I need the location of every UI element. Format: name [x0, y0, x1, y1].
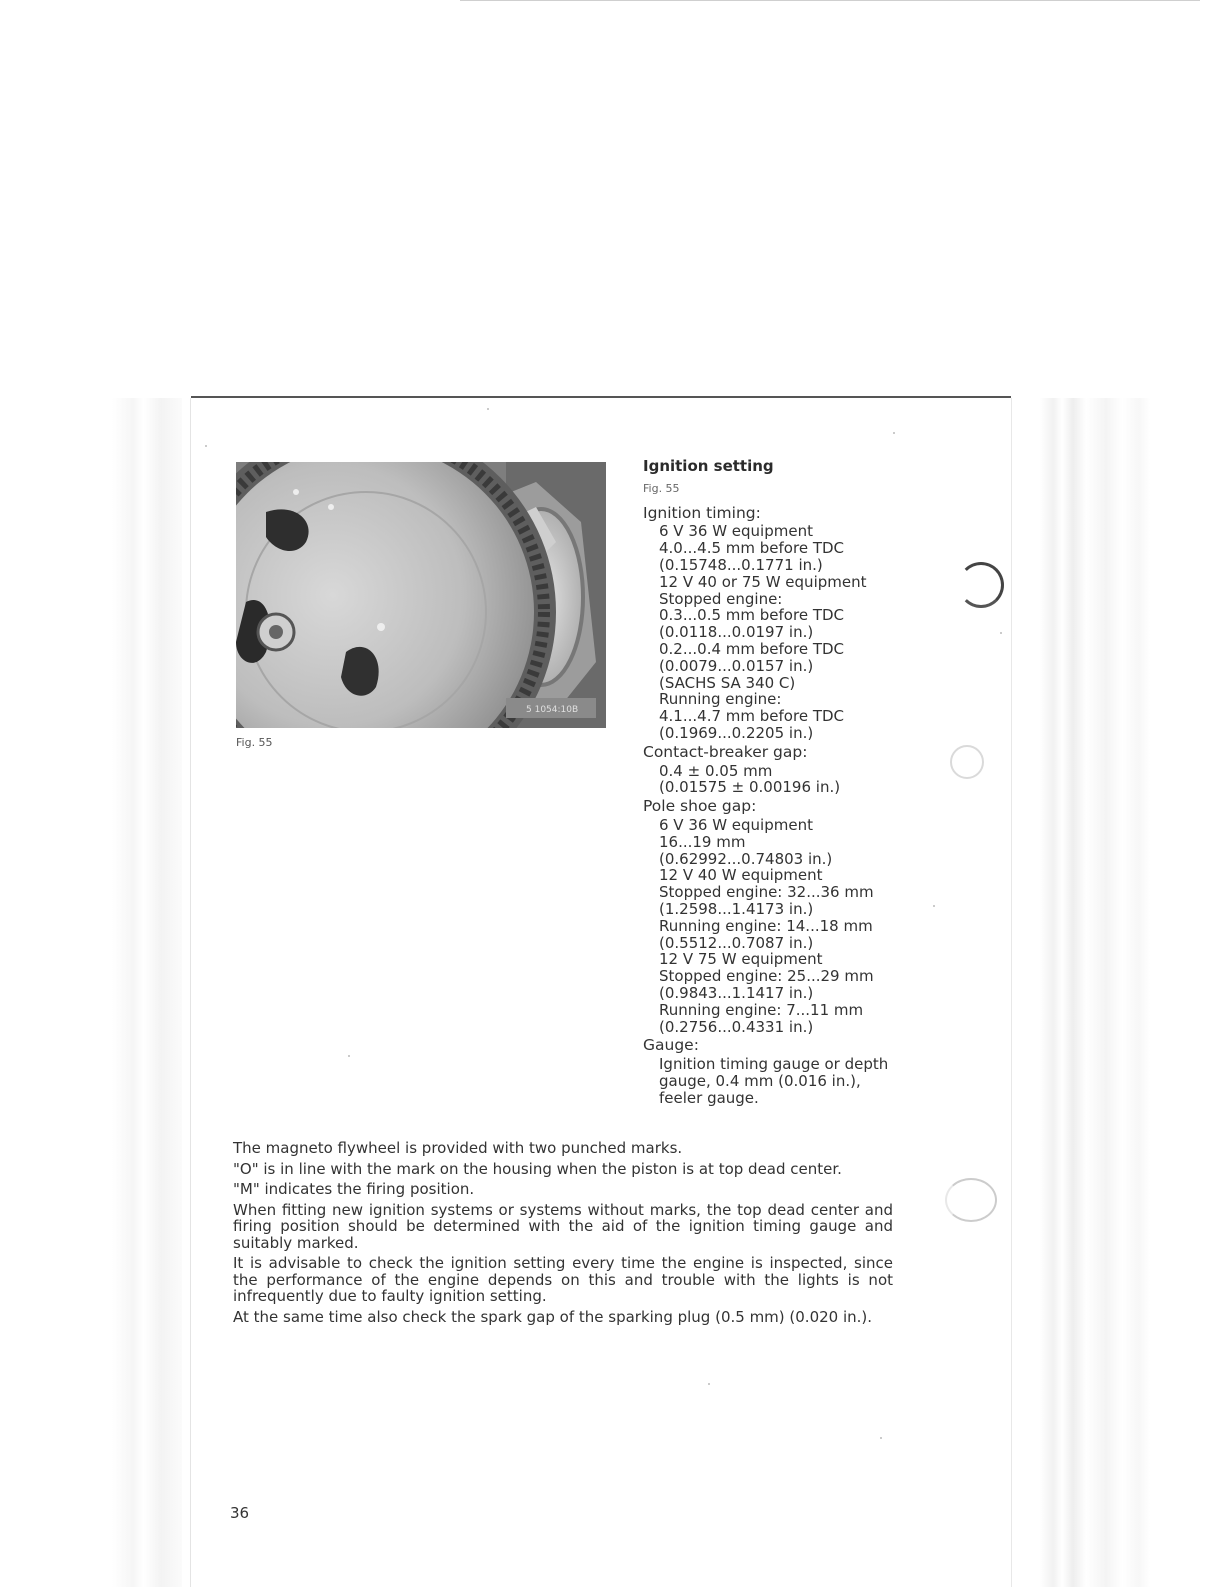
spec-line: gauge, 0.4 mm (0.016 in.), [659, 1071, 861, 1090]
binder-hole-mark [950, 745, 984, 779]
figure-reference: Fig. 55 [643, 481, 680, 495]
spec-heading: Pole shoe gap: [643, 797, 757, 816]
spec-line: 4.0...4.5 mm before TDC [659, 539, 845, 558]
spec-line: (0.0079...0.0157 in.) [659, 656, 814, 675]
spec-line: (0.0118...0.0197 in.) [659, 623, 814, 642]
spec-line: (0.1969...0.2205 in.) [659, 723, 814, 742]
spec-line: Running engine: 14...18 mm [659, 916, 873, 935]
spec-section-ignition-timing [643, 505, 943, 742]
spec-line: (0.2756...0.4331 in.) [659, 1017, 814, 1036]
spec-section-gauge [643, 1037, 943, 1106]
spec-line: Ignition timing gauge or depth [659, 1055, 889, 1074]
spec-line: (0.62992...0.74803 in.) [659, 849, 833, 868]
spec-line: (0.15748...0.1771 in.) [659, 555, 823, 574]
scan-speck [348, 1055, 350, 1057]
scan-speck [708, 1383, 710, 1385]
spec-line: 6 V 36 W equipment [659, 522, 813, 541]
spec-line: (1.2598...1.4173 in.) [659, 899, 814, 918]
section-title: Ignition setting [643, 457, 774, 475]
spec-heading: Contact-breaker gap: [643, 742, 808, 761]
spec-line: (0.9843...1.1417 in.) [659, 983, 814, 1002]
spec-line: Stopped engine: 25...29 mm [659, 967, 874, 986]
spec-line: 12 V 75 W equipment [659, 950, 823, 969]
body-paragraph: The magneto flywheel is provided with two punched marks. [233, 1139, 683, 1157]
scan-speck [880, 1437, 882, 1439]
spec-line: (0.01575 ± 0.00196 in.) [659, 778, 841, 797]
spec-line: 0.3...0.5 mm before TDC [659, 606, 845, 625]
page-left-edge [190, 398, 191, 1587]
scan-speck [205, 445, 207, 447]
spec-section-contact-breaker-gap [643, 744, 943, 796]
body-paragraph: "M" indicates the firing position. [233, 1180, 475, 1198]
body-paragraph: When fitting new ignition systems or systems without marks, the top dead center and firing position should be determined with the aid of the ignition timing gauge and suitably marked. [233, 1200, 893, 1252]
spec-line: 12 V 40 or 75 W equipment [659, 572, 867, 591]
page-right-edge [1011, 398, 1012, 1587]
spec-line: Running engine: 7...11 mm [659, 1000, 864, 1019]
spec-column [643, 458, 943, 1106]
spec-line: Stopped engine: [659, 589, 783, 608]
spec-line: (0.5512...0.7087 in.) [659, 933, 814, 952]
binder-hole-mark [958, 562, 1004, 608]
scan-speck [487, 408, 489, 410]
binder-hole-mark [945, 1178, 997, 1222]
body-text [233, 1140, 893, 1329]
body-paragraph: It is advisable to check the ignition setting every time the engine is inspected, since the performance of the engine depends on this and trouble with the lights is not infrequently due to faulty ignition setting. [233, 1254, 893, 1305]
spec-line: 6 V 36 W equipment [659, 815, 813, 834]
spec-line: feeler gauge. [659, 1088, 759, 1107]
spec-line: 12 V 40 W equipment [659, 866, 823, 885]
figure-caption: Fig. 55 [236, 736, 273, 749]
spec-line: 4.1...4.7 mm before TDC [659, 707, 845, 726]
spec-line: 16...19 mm [659, 832, 746, 851]
scan-speck [1000, 632, 1002, 634]
spec-line: Running engine: [659, 690, 782, 709]
spec-heading: Ignition timing: [643, 503, 761, 522]
spec-line: Stopped engine: 32...36 mm [659, 883, 874, 902]
scan-top-line [460, 0, 1200, 1]
photo-reference-label: 5 1054:10B [526, 705, 579, 715]
spec-line: 0.2...0.4 mm before TDC [659, 639, 845, 658]
spec-line: 0.4 ± 0.05 mm [659, 761, 773, 780]
flywheel-photo [236, 462, 606, 728]
body-paragraph: At the same time also check the spark gap of the sparking plug (0.5 mm) (0.020 in.). [233, 1307, 873, 1326]
page-top-rule [191, 396, 1011, 398]
spec-heading: Gauge: [643, 1036, 699, 1055]
page-number: 36 [230, 1504, 250, 1522]
body-paragraph: "O" is in line with the mark on the housing when the piston is at top dead center. [233, 1159, 842, 1178]
spec-line: (SACHS SA 340 C) [659, 673, 796, 692]
scan-shadow-left [112, 398, 182, 1587]
scan-speck [893, 432, 895, 434]
spec-section-pole-shoe-gap [643, 798, 943, 1035]
scan-speck [933, 905, 935, 907]
scan-shadow-right [1040, 398, 1150, 1587]
